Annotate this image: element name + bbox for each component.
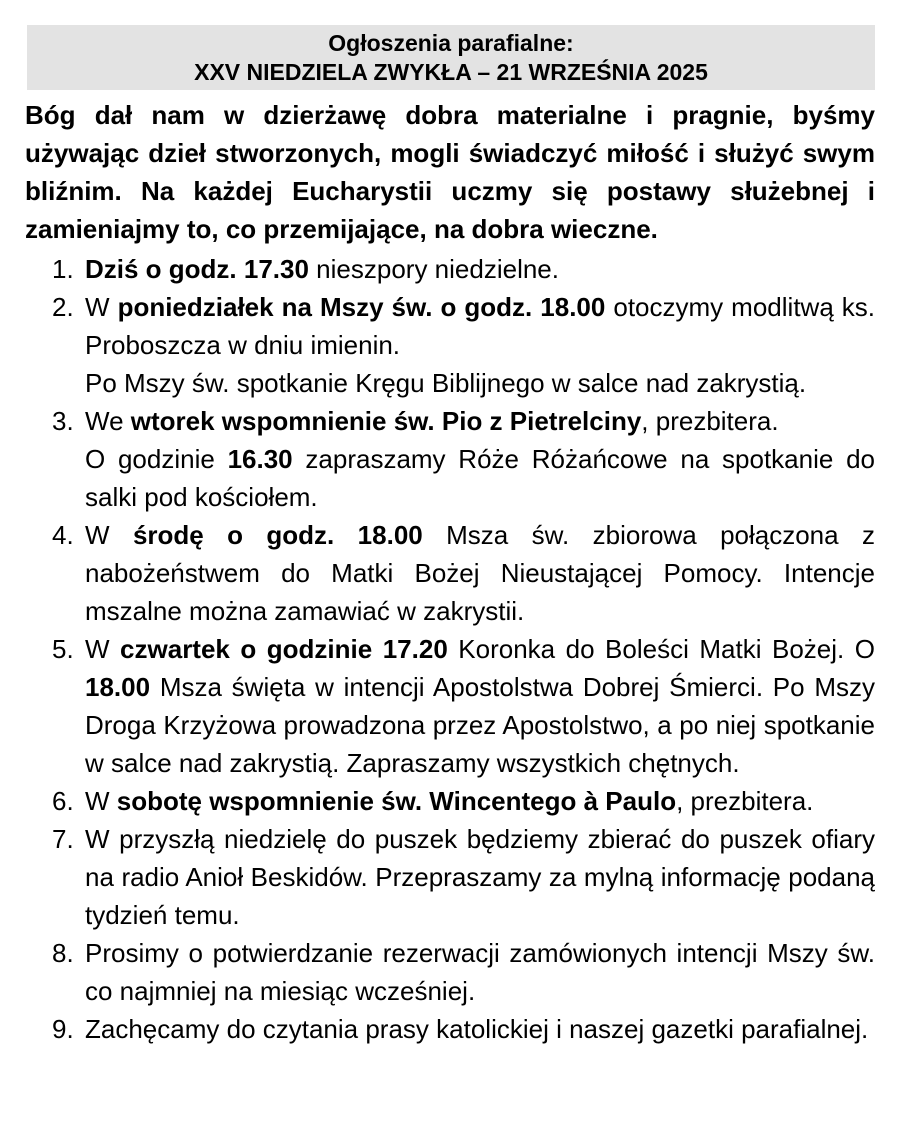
text-segment: czwartek o godzinie 17.20 [120, 634, 448, 664]
item-number: 7. [52, 824, 74, 854]
item-paragraph [85, 934, 875, 1010]
item-paragraph [85, 440, 875, 516]
item-number: 5. [52, 634, 74, 664]
list-item [52, 630, 875, 782]
header-title: Ogłoszenia parafialne: [328, 30, 574, 56]
item-body [85, 934, 875, 1010]
text-segment: O godzinie [85, 444, 228, 474]
text-segment: , prezbitera. [641, 406, 779, 436]
item-body [85, 630, 875, 782]
list-item [52, 934, 875, 1010]
text-segment: wtorek wspomnienie św. Pio z Pietrelciny [130, 406, 642, 436]
text-segment: , prezbitera. [676, 786, 814, 816]
item-paragraph [85, 630, 875, 782]
item-body [85, 820, 875, 934]
item-paragraph [85, 782, 875, 820]
text-segment: Koronka do Boleści Matki Bożej. O [447, 634, 875, 664]
text-segment: W [85, 520, 133, 550]
item-paragraph [85, 516, 875, 630]
list-item [52, 782, 875, 820]
item-number: 1. [52, 254, 74, 284]
text-segment: Po Mszy św. spotkanie Kręgu Biblijnego w salce nad zakrystią. [85, 368, 807, 398]
text-segment: Msza św. zbiorowa połączona z nabożeństwem do Matki Bożej Nieustającej Pomocy. Intencje mszalne można zamawiać w zakrystii. [85, 520, 875, 626]
text-segment: zapraszamy Róże Różańcowe na spotkanie do salki pod kościołem. [85, 444, 875, 512]
item-body [85, 288, 875, 402]
text-segment: poniedziałek na Mszy św. o godz. 18.00 [117, 292, 606, 322]
list-item [52, 250, 875, 288]
text-segment: otoczymy modlitwą ks. Proboszcza w dniu imienin. [85, 292, 876, 360]
item-number: 2. [52, 292, 74, 322]
list-item [52, 402, 875, 516]
item-number: 8. [52, 938, 74, 968]
item-body [85, 516, 875, 630]
item-paragraph [85, 288, 875, 364]
text-segment: W [85, 786, 117, 816]
header-subtitle: XXV NIEDZIELA ZWYKŁA – 21 WRZEŚNIA 2025 [194, 59, 708, 85]
text-segment: Zachęcamy do czytania prasy katolickiej i naszej gazetki parafialnej. [85, 1014, 869, 1044]
item-number: 9. [52, 1014, 74, 1044]
list-item [52, 516, 875, 630]
list-item [52, 288, 875, 402]
item-body [85, 1010, 875, 1048]
text-segment: nieszpory niedzielne. [308, 254, 559, 284]
item-body [85, 250, 875, 288]
list-item [52, 1010, 875, 1048]
item-paragraph [85, 402, 875, 440]
item-paragraph [85, 820, 875, 934]
item-paragraph [85, 1010, 875, 1048]
text-segment: środę o godz. 18.00 [132, 520, 423, 550]
item-body [85, 782, 875, 820]
list-item [52, 820, 875, 934]
item-number: 6. [52, 786, 74, 816]
text-segment: Dziś o godz. 17.30 [85, 254, 309, 284]
item-body [85, 402, 875, 516]
item-paragraph [85, 250, 875, 288]
text-segment: We [85, 406, 131, 436]
text-segment: 16.30 [227, 444, 293, 474]
item-number: 4. [52, 520, 74, 550]
item-paragraph [85, 364, 875, 402]
header-box [27, 25, 875, 90]
text-segment: W [85, 634, 121, 664]
text-segment: 18.00 [85, 672, 151, 702]
announcement-list [52, 250, 875, 1048]
text-segment: Msza święta w intencji Apostolstwa Dobrej Śmierci. Po Mszy Droga Krzyżowa prowadzona przez Apostolstwo, a po niej spotkanie w salce nad zakrystią. Zapraszamy wszystkich chętnych. [85, 672, 875, 778]
text-segment: sobotę wspomnienie św. Wincentego à Paulo [116, 786, 677, 816]
text-segment: W przyszłą niedzielę do puszek będziemy zbierać do puszek ofiary na radio Anioł Beskidów. Przepraszamy za mylną informację podaną tydzień temu. [85, 824, 875, 930]
text-segment: W [85, 292, 118, 322]
intro-paragraph: Bóg dał nam w dzierżawę dobra materialne i pragnie, byśmy używając dzieł stworzonych, mogli świadczyć miłość i służyć swym bliźnim. Na każdej Eucharystii uczmy się postawy służebnej i zamieniajmy to, co przemijające, na dobra wieczne. [25, 100, 875, 244]
item-number: 3. [52, 406, 74, 436]
text-segment: Prosimy o potwierdzanie rezerwacji zamówionych intencji Mszy św. co najmniej na miesiąc wcześniej. [85, 938, 875, 1006]
